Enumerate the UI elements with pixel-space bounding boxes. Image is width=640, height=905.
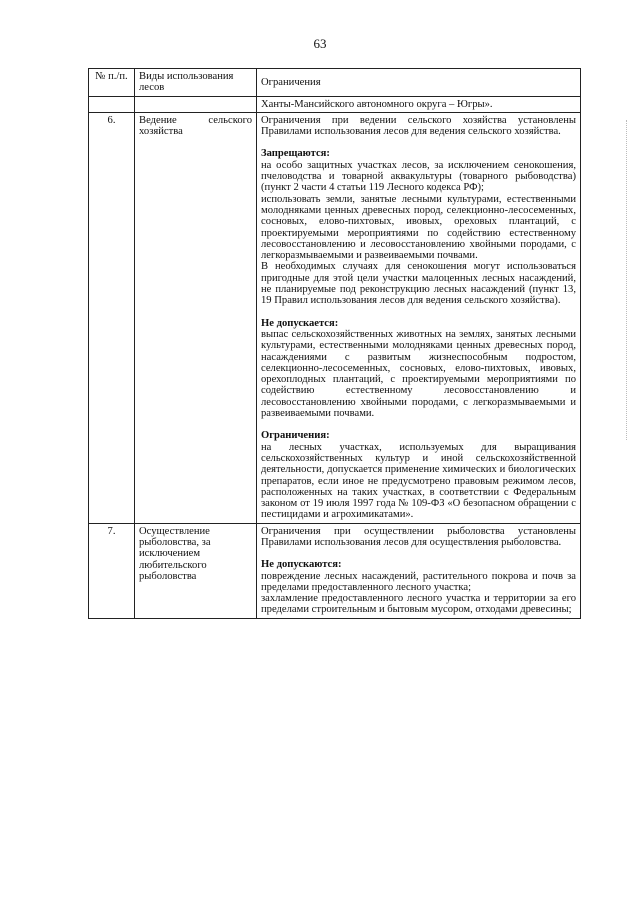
continuation-row — [89, 96, 581, 112]
table-row-7 — [89, 523, 581, 618]
paragraph: В необходимых случаях для сенокошения могут использоваться пригодные для этой цели участки малоценных лесных насаждений, не планируемые под реконструкцию лесных насаждений (пункт 13, 19 Правил использования лесов для ведения сельского хозяйства). — [261, 261, 576, 307]
restrictions-cell — [257, 112, 581, 523]
page-number: 63 — [313, 36, 327, 51]
row-number: 7. — [89, 523, 135, 618]
continuation-text: Ханты-Мансийского автономного округа – Югры». — [257, 96, 581, 112]
paragraph: Ограничения при ведении сельского хозяйства установлены Правилами использования лесов для ведения сельского хозяйства. — [261, 114, 576, 138]
paragraph: выпас сельскохозяйственных животных на землях, занятых лесными культурами, естественными молодняками ценных древесных пород, насаждениями с развитым жизнеспособным подростом, селекционно-лесосеменных, сосновых, елово-пихтовых, ивовых, орехоплодных плантаций, с проектируемыми мероприятиями по содействию естественному лесовосстановлению и лесовосстановлению хвойными породами, с легкоразмываемыми и развеиваемыми почвами. — [261, 328, 576, 420]
section-heading: Не допускается: — [261, 317, 339, 329]
header-limits: Ограничения — [257, 69, 581, 97]
section-heading: Не допускаются: — [261, 559, 342, 571]
paragraph: повреждение лесных насаждений, растительного покрова и почв за пределами предоставленного лесного участка; — [261, 570, 576, 593]
restrictions-table — [88, 68, 581, 619]
header-types: Виды использования лесов — [135, 69, 257, 97]
restrictions-cell — [257, 523, 581, 618]
table-row-6 — [89, 112, 581, 523]
scan-margin-artifact — [626, 120, 628, 440]
section-heading: Запрещаются: — [261, 148, 330, 160]
paragraph: на особо защитных участках лесов, за исключением сенокошения, пчеловодства и товарной аквакультуры (товарного рыбоводства) (пункт 2 части 4 статьи 119 Лесного кодекса РФ); — [261, 159, 576, 194]
header-number: № п./п. — [89, 69, 135, 97]
paragraph: Ограничения при осуществлении рыболовства установлены Правилами использования лесов для осуществления рыболовства. — [261, 525, 576, 548]
section-heading: Ограничения: — [261, 430, 330, 442]
paragraph: использовать земли, занятые лесными культурами, естественными молодняками ценных древесных пород, селекционно-лесосеменных, сосновых, елово-пихтовых, ивовых, ореховых плантаций, с проектируемыми мероприятиями по содействию естественному лесовосстановлению и лесовосстановлению хвойными породами, с легкоразмываемыми и развеиваемыми почвами. — [261, 193, 576, 262]
paragraph: захламление предоставленного лесного участка и территории за его пределами строительным и бытовым мусором, отходами древесины; — [261, 593, 576, 616]
row-number: 6. — [89, 112, 135, 523]
table-header-row — [89, 69, 581, 97]
usage-type: Ведение сельского хозяйства — [135, 112, 257, 523]
usage-type: Осуществление рыболовства, за исключением любительского рыболовства — [135, 523, 257, 618]
paragraph: на лесных участках, используемых для выращивания сельскохозяйственных культур и иной сельскохозяйственной деятельности, допускается применение химических и биологических препаратов, если иное не предусмотрено правовым режимом лесов, расположенных на таких участках, в соответствии с Федеральным законом от 19 июля 1997 года № 109-ФЗ «О безопасном обращении с пестицидами и агрохимикатами». — [261, 441, 576, 521]
